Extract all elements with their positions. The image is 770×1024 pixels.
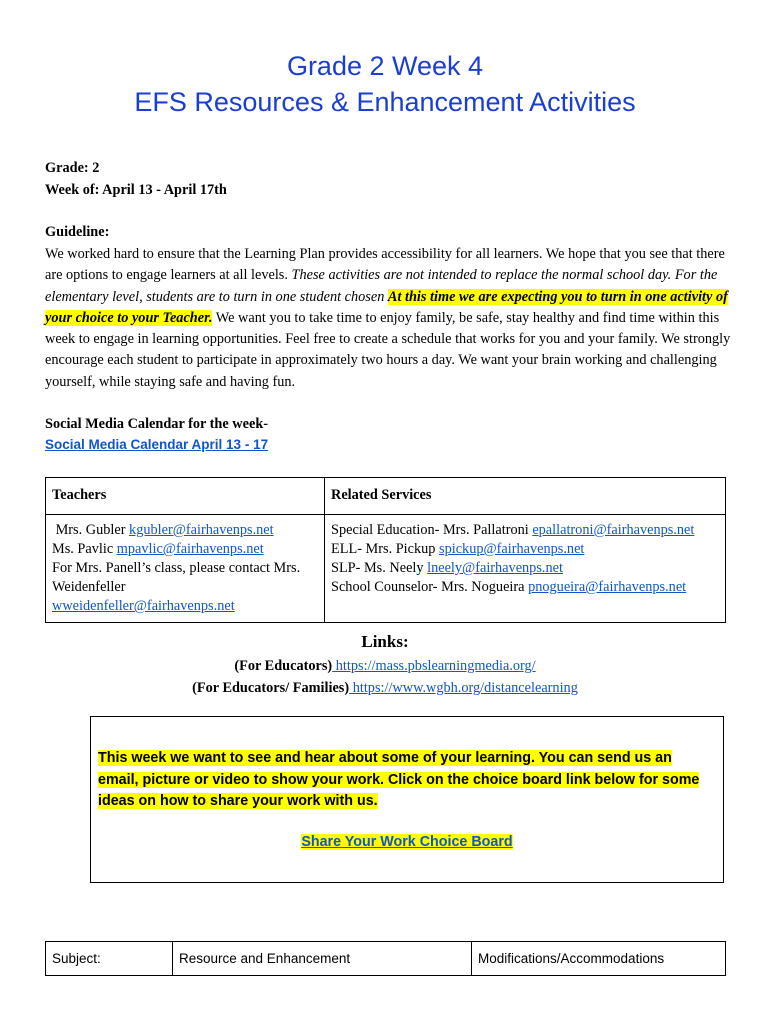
links-row-educators [0,658,770,675]
teacher-email-link[interactable]: kgubler@fairhavenps.net [129,522,274,538]
links-heading: Links: [361,632,409,651]
service-name: ELL- Mrs. Pickup [331,541,440,557]
service-row [331,540,719,559]
teacher-row [52,597,318,616]
wgbh-distance-learning-link[interactable]: https://www.wgbh.org/distancelearning [349,680,578,696]
share-work-choice-board-link[interactable]: Share Your Work Choice Board [301,834,513,850]
page-title: Grade 2 Week 4 [286,51,484,81]
service-row [331,578,719,597]
service-row [331,521,719,540]
page-subtitle: EFS Resources & Enhancement Activities [134,87,636,117]
teacher-name: Mrs. Gubler [55,522,130,538]
service-email-link[interactable]: spickup@fairhavenps.net [439,541,585,557]
teacher-name: Ms. Pavlic [52,541,117,557]
subject-table [45,941,726,976]
teacher-note: For Mrs. Panell’s class, please contact Mrs. Weidenfeller [52,560,301,595]
guideline-text-1: We worked hard to ensure that the Learning Plan provides accessibility for all learners. We hope that you see that there are options to engage learners at all levels. [45,246,725,284]
guideline-text-2: We want you to take time to enjoy family, be safe, stay healthy and find time within this week to engage in learning opportunities. Feel free to create a schedule that works for you and your family. We strongly encourage each student to participate in approximately two hours a day. We want your brain working and challenging yourself, while staying safe and having fun. [45,309,731,390]
links-row-families [0,680,770,697]
link-label: (For Educators) [234,658,333,674]
teacher-row [52,559,318,597]
subject-header: Subject: [46,942,173,976]
social-heading: Social Media Calendar for the week- [45,416,269,432]
service-email-link[interactable]: lneely@fairhavenps.net [427,560,563,576]
social-calendar-link[interactable]: Social Media Calendar April 13 - 17 [45,437,269,452]
guideline-paragraph [45,244,735,393]
pbs-learning-media-link[interactable]: https://mass.pbslearningmedia.org/ [332,658,536,674]
service-email-link[interactable]: pnogueira@fairhavenps.net [528,579,687,595]
guideline-heading: Guideline: [45,224,110,240]
service-name: School Counselor- Mrs. Nogueira [331,579,529,595]
service-row [331,559,719,578]
share-work-highlight: This week we want to see and hear about some of your learning. You can send us an email, picture or video to show your work. Click on the choice board link below for some ideas on how to share your work with us. [98,750,700,809]
teacher-email-link[interactable]: wweidenfeller@fairhavenps.net [52,598,235,614]
grade-label: Grade: 2 [45,160,100,176]
modifications-header: Modifications/Accommodations [472,942,726,976]
service-name: Special Education- Mrs. Pallatroni [331,522,533,538]
resource-header: Resource and Enhancement [173,942,472,976]
service-name: SLP- Ms. Neely [331,560,428,576]
services-header: Related Services [325,478,726,515]
share-work-text [98,748,713,813]
teacher-row [52,540,318,559]
link-label: (For Educators/ Families) [192,680,350,696]
share-work-box [90,716,724,883]
services-cell [325,515,726,623]
share-work-link-row [91,834,723,850]
teachers-cell [46,515,325,623]
teachers-header: Teachers [46,478,325,515]
guideline-italic: These activities are not intended to replace the normal school day. For the elementary level, students are to turn in one student chosen [45,267,718,305]
teacher-email-link[interactable]: mpavlic@fairhavenps.net [116,541,264,557]
guideline-highlight: At this time we are expecting you to turn in one activity of your choice to your Teacher. [45,288,728,326]
teacher-row [52,521,318,540]
service-email-link[interactable]: epallatroni@fairhavenps.net [532,522,695,538]
staff-table [45,477,726,623]
week-label: Week of: April 13 - April 17th [45,182,227,198]
